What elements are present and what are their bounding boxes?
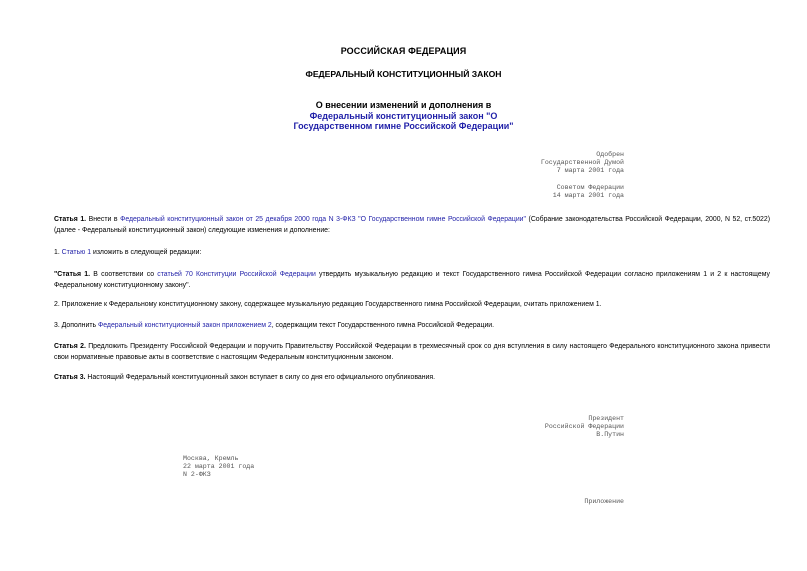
item-1 — [40, 248, 770, 259]
place-date-block — [183, 455, 254, 480]
anthem-law-link[interactable]: Федеральный конституционный закон "О Государственном гимне Российской Федерации" — [293, 110, 514, 131]
item-text: 2. Приложение к Федеральному конституционному закону, содержащее музыкальную редакцию Государственного гимна Российской Федерации, считать приложением 1. — [54, 301, 602, 308]
place-line: N 2-ФКЗ — [183, 471, 211, 479]
item-text: , содержащим текст Государственного гимна Российской Федерации. — [271, 322, 495, 329]
item-text: изложить в следующей редакции: — [91, 249, 202, 256]
quote-text: утвердить музыкальную редакцию и текст Государственного гимна Российской Федерации согласно приложениям 1 и 2 к настоящему Федеральному конституционному закону". — [54, 271, 770, 289]
approval-block — [541, 151, 624, 200]
article-text: Внести в — [86, 216, 121, 223]
appendix-2-link[interactable]: Федеральный конституционный закон приложением 2 — [98, 322, 272, 329]
law-title-line: О внесении изменений и дополнения в — [315, 100, 492, 110]
article-text: Предложить Президенту Российской Федерации и поручить Правительству Российской Федерации в трехмесячный срок со дня вступления в силу настоящего Федерального конституционного закона привести свои нормативные правовые акты в соответствие с настоящим Федеральным конституционным законом. — [54, 343, 770, 361]
item-2 — [40, 300, 770, 311]
quote-text: В соответствии со — [90, 271, 158, 278]
article-2 — [40, 342, 770, 364]
country-heading: РОССИЙСКАЯ ФЕДЕРАЦИЯ — [340, 46, 467, 56]
approval-line: 7 марта 2001 года — [556, 167, 624, 175]
article-text: (Собрание законодательства Российской Федерации, 2000, N 52, ст.5022) (далее - Федеральный конституционный закон) следующие изменения и дополнение: — [54, 216, 771, 234]
item-text: 3. Дополнить — [54, 322, 98, 329]
signature-line: Президент — [588, 415, 624, 422]
article-label: "Статья 1. — [54, 271, 91, 278]
article-3 — [40, 373, 770, 384]
signature-line: В.Путин — [596, 431, 624, 439]
anthem-law-2000-link[interactable]: Федеральный конституционный закон от 25 декабря 2000 года N 3-ФКЗ "О Государственном гимне Российской Федерации" — [120, 216, 526, 223]
place-line: Москва, Кремль — [183, 455, 239, 462]
signature-block — [545, 415, 624, 440]
article-label: Статья 3. — [54, 374, 86, 381]
article-1-link[interactable]: Статью 1 — [61, 249, 92, 256]
approval-line: 14 марта 2001 года — [552, 192, 624, 200]
article-label: Статья 2. — [54, 343, 86, 350]
law-title — [0, 100, 807, 132]
item-3 — [40, 321, 770, 332]
quoted-article — [40, 270, 770, 292]
approval-line: Советом Федерации — [556, 183, 624, 191]
article-label: Статья 1. — [54, 216, 87, 223]
signature-line: Российской Федерации — [544, 423, 624, 431]
approval-line: Одобрен — [596, 151, 624, 158]
article-1 — [40, 215, 770, 237]
appendix-label: Приложение — [584, 498, 624, 505]
constitution-article-70-link[interactable]: статьей 70 Конституции Российской Федерации — [157, 271, 316, 278]
approval-line: Государственной Думой — [540, 159, 624, 167]
place-line: 22 марта 2001 года — [183, 463, 255, 471]
item-text: 1. — [54, 249, 62, 256]
article-text: Настоящий Федеральный конституционный закон вступает в силу со дня его официального опубликования. — [85, 374, 436, 381]
law-type-heading: ФЕДЕРАЛЬНЫЙ КОНСТИТУЦИОННЫЙ ЗАКОН — [305, 69, 502, 79]
